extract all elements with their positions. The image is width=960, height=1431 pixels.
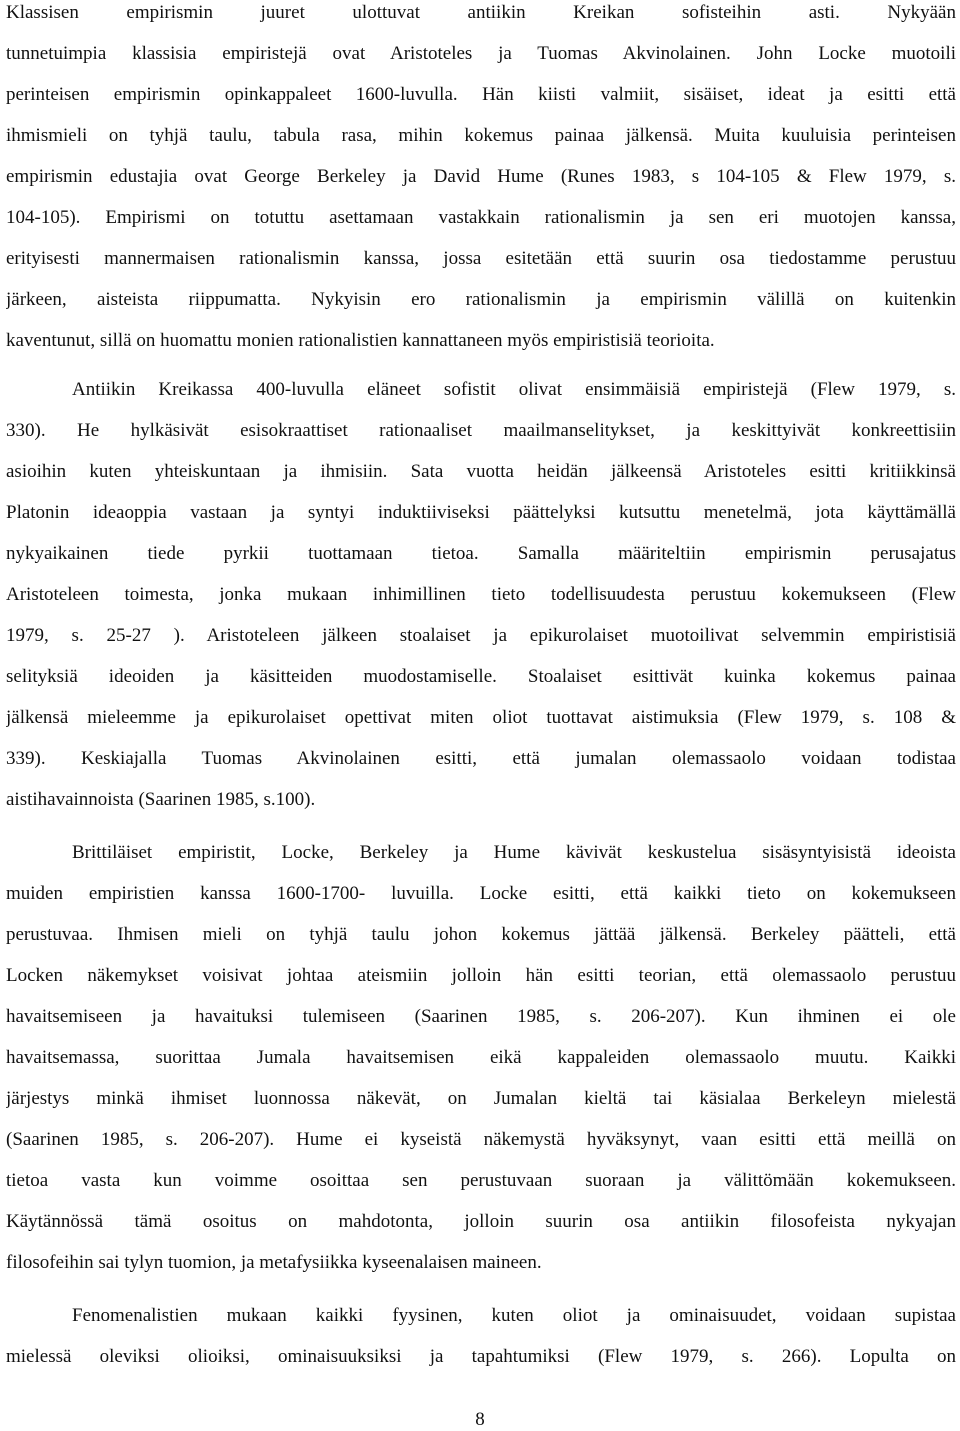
text-line: tunnetuimpia klassisia empiristejä ovat Aristoteles ja Tuomas Akvinolainen. John Locke muotoili — [6, 43, 956, 64]
text-line: Antiikin Kreikassa 400-luvulla eläneet sofistit olivat ensimmäisiä empiristejä (Flew 1979, s. — [72, 379, 956, 400]
text-line: jälkensä mieleemme ja epikurolaiset opettivat miten oliot tuottavat aistimuksia (Flew 1979, s. 108 & — [6, 707, 956, 728]
text-line: kaventunut, sillä on huomattu monien rationalistien kannattaneen myös empiristisiä teorioita. — [6, 330, 715, 351]
paragraph-4 — [6, 1295, 956, 1377]
text-line: asioihin kuten yhteiskuntaan ja ihmisiin. Sata vuotta heidän jälkeensä Aristoteles esitti kritiikkinsä — [6, 461, 956, 482]
text-line: Locken näkemykset voisivat johtaa ateismiin jolloin hän esitti teorian, että olemassaolo perustuu — [6, 965, 956, 986]
text-line: Klassisen empirismin juuret ulottuvat antiikin Kreikan sofisteihin asti. Nykyään — [6, 2, 956, 23]
paragraph-1 — [6, 0, 956, 361]
text-line: Platonin ideaoppia vastaan ja syntyi induktiiviseksi päättelyksi kutsuttu menetelmä, jota käyttämällä — [6, 502, 956, 523]
text-line: mielessä oleviksi olioiksi, ominaisuuksiksi ja tapahtumiksi (Flew 1979, s. 266). Lopulta on — [6, 1346, 956, 1367]
text-line: (Saarinen 1985, s. 206-207). Hume ei kyseistä näkemystä hyväksynyt, vaan esitti että meillä on — [6, 1129, 956, 1150]
text-line: muiden empiristien kanssa 1600-1700- luvuilla. Locke esitti, että kaikki tieto on kokemukseen — [6, 883, 956, 904]
text-line: järkeen, aisteista riippumatta. Nykyisin ero rationalismin ja empirismin välillä on kuitenkin — [6, 289, 956, 310]
text-line: Käytännössä tämä osoitus on mahdotonta, jolloin suurin osa antiikin filosofeista nykyajan — [6, 1211, 956, 1232]
text-line: perinteisen empirismin opinkappaleet 1600-luvulla. Hän kiisti valmiit, sisäiset, ideat ja esitti että — [6, 84, 956, 105]
text-line: Brittiläiset empiristit, Locke, Berkeley ja Hume kävivät keskustelua sisäsyntyisistä ideoista — [72, 842, 956, 863]
text-line: järjestys minkä ihmiset luonnossa näkevät, on Jumalan kieltä tai käsialaa Berkeleyn mielestä — [6, 1088, 956, 1109]
text-line: havaitsemiseen ja havaituksi tulemiseen (Saarinen 1985, s. 206-207). Kun ihminen ei ole — [6, 1006, 956, 1027]
text-line: empirismin edustajia ovat George Berkeley ja David Hume (Runes 1983, s 104-105 & Flew 1979, s. — [6, 166, 956, 187]
text-line: Aristoteleen toimesta, jonka mukaan inhimillinen tieto todellisuudesta perustuu kokemukseen (Flew — [6, 584, 956, 605]
paragraph-3 — [6, 832, 956, 1283]
paragraph-2 — [6, 369, 956, 820]
text-line: 330). He hylkäsivät esisokraattiset rationaaliset maailmanselitykset, ja keskittyivät konkreettisiin — [6, 420, 956, 441]
text-line: 339). Keskiajalla Tuomas Akvinolainen esitti, että jumalan olemassaolo voidaan todistaa — [6, 748, 956, 769]
text-line: 104-105). Empirismi on totuttu asettamaan vastakkain rationalismin ja sen eri muotojen kanssa, — [6, 207, 956, 228]
text-line: ihmismieli on tyhjä taulu, tabula rasa, mihin kokemus painaa jälkensä. Muita kuuluisia perinteisen — [6, 125, 956, 146]
text-line: filosofeihin sai tylyn tuomion, ja metafysiikka kyseenalaisen maineen. — [6, 1252, 542, 1273]
text-line: Fenomenalistien mukaan kaikki fyysinen, kuten oliot ja ominaisuudet, voidaan supistaa — [72, 1305, 956, 1326]
text-line: selityksiä ideoiden ja käsitteiden muodostamiselle. Stoalaiset esittivät kuinka kokemus painaa — [6, 666, 956, 687]
text-line: 1979, s. 25-27 ). Aristoteleen jälkeen stoalaiset ja epikurolaiset muotoilivat selvemmin empiristisiä — [6, 625, 956, 646]
page-number: 8 — [475, 1409, 485, 1430]
text-line: tietoa vasta kun voimme osoittaa sen perustuvaan suoraan ja välittömään kokemukseen. — [6, 1170, 956, 1191]
text-line: havaitsemassa, suorittaa Jumala havaitsemisen eikä kappaleiden olemassaolo muutu. Kaikki — [6, 1047, 956, 1068]
text-line: nykyaikainen tiede pyrkii tuottamaan tietoa. Samalla määriteltiin empirismin perusajatus — [6, 543, 956, 564]
text-line: erityisesti mannermaisen rationalismin kanssa, jossa esitetään että suurin osa tiedostamme perustuu — [6, 248, 956, 269]
text-line: aistihavainnoista (Saarinen 1985, s.100). — [6, 789, 316, 810]
text-line: perustuvaa. Ihmisen mieli on tyhjä taulu johon kokemus jättää jälkensä. Berkeley päätteli, että — [6, 924, 956, 945]
